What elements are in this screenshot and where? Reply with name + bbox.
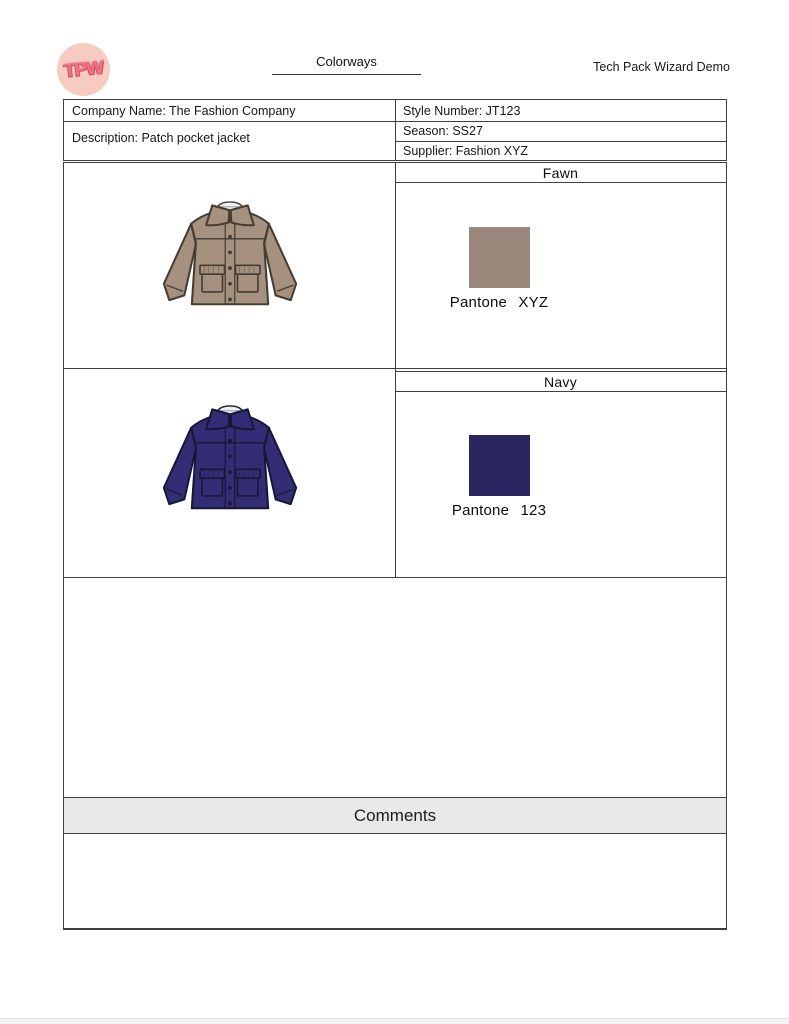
pantone-block-navy: [443, 435, 555, 519]
info-table-row-line-right: [395, 141, 726, 142]
colorway-column-divider: [395, 163, 396, 577]
description-cell: Description: Patch pocket jacket: [72, 131, 250, 145]
brand-logo: [57, 43, 110, 96]
colorway-table: [63, 162, 727, 930]
comments-header: Comments: [64, 797, 726, 834]
comments-body: [64, 834, 726, 928]
jacket-sketch-fawn: [64, 164, 395, 368]
info-table-divider: [395, 100, 396, 160]
supplier-cell: Supplier: Fashion XYZ: [403, 144, 529, 158]
pantone-block-fawn: [443, 227, 555, 311]
colorway-row-divider-2: [64, 577, 726, 578]
colorway-name-header: Fawn: [395, 163, 726, 183]
pantone-swatch: [469, 227, 530, 288]
jacket-flat-drawing: [155, 399, 305, 522]
brand-logo-text: TPW: [62, 56, 105, 82]
title-underline: [272, 74, 421, 75]
info-table-row-line: [64, 121, 726, 122]
jacket-sketch-navy: [64, 369, 395, 577]
page-title-block: [272, 54, 421, 75]
pantone-label: Pantone XYZ: [449, 294, 549, 311]
company-name-cell: Company Name: The Fashion Company: [72, 104, 296, 118]
colorway-name-header: Navy: [395, 371, 726, 392]
pantone-swatch: [469, 435, 530, 496]
pantone-label: Pantone 123: [451, 502, 547, 519]
jacket-flat-drawing: [155, 195, 305, 318]
info-table: [63, 99, 727, 161]
style-number-cell: Style Number: JT123: [403, 104, 521, 118]
season-cell: Season: SS27: [403, 124, 483, 138]
app-name: Tech Pack Wizard Demo: [593, 60, 730, 74]
page-bottom-edge: [0, 1018, 789, 1024]
page-title: Colorways: [316, 54, 377, 69]
